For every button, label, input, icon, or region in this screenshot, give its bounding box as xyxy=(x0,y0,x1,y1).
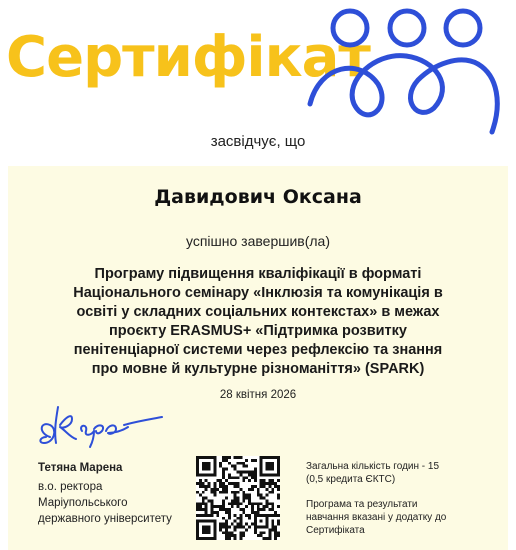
signer-name: Тетяна Марена xyxy=(38,462,123,474)
attests-text: засвідчує, що xyxy=(210,133,306,150)
recipient-name: Давидович Оксана xyxy=(154,186,362,208)
program-line: Національного семінару «Інклюзія та комунікація в xyxy=(73,285,443,301)
results-line: Програма та результати xyxy=(306,499,418,510)
certificate-header xyxy=(0,0,516,165)
program-line: про мовне й культурне різноманіття» (SPARK) xyxy=(91,361,425,377)
results-line: Сертифіката xyxy=(306,525,365,536)
signer-title-line: Маріупольського xyxy=(38,497,128,509)
hours-line: Загальна кількість годин - 15 xyxy=(306,461,440,472)
certificate-title: Сертифікат xyxy=(6,25,370,90)
program-description xyxy=(30,265,486,379)
people-circles-logo xyxy=(306,4,512,154)
signer-title-line: державного університету xyxy=(38,513,172,525)
results-line: навчання вказані у додатку до xyxy=(306,512,447,523)
program-line: Програму підвищення кваліфікації в форматі xyxy=(94,266,422,282)
signature-image xyxy=(36,403,166,449)
hours-line: (0,5 кредита ЄКТС) xyxy=(306,474,396,485)
program-line: пенітенціарної системи через рефлексію та знання xyxy=(73,342,443,358)
program-line: проєкту ERASMUS+ «Підтримка розвитку xyxy=(109,323,407,339)
certificate-body xyxy=(8,166,508,550)
hours-info xyxy=(306,460,506,486)
signer-block xyxy=(38,460,172,527)
signer-title-line: в.о. ректора xyxy=(38,481,103,493)
program-line: освіті у складних соціальних контекстах» в межах xyxy=(76,304,440,320)
issue-date: 28 квітня 2026 xyxy=(219,389,297,401)
qr-code[interactable] xyxy=(196,456,280,540)
completed-text: успішно завершив(ла) xyxy=(186,233,330,249)
results-info xyxy=(306,498,506,537)
certificate-info xyxy=(306,460,506,537)
